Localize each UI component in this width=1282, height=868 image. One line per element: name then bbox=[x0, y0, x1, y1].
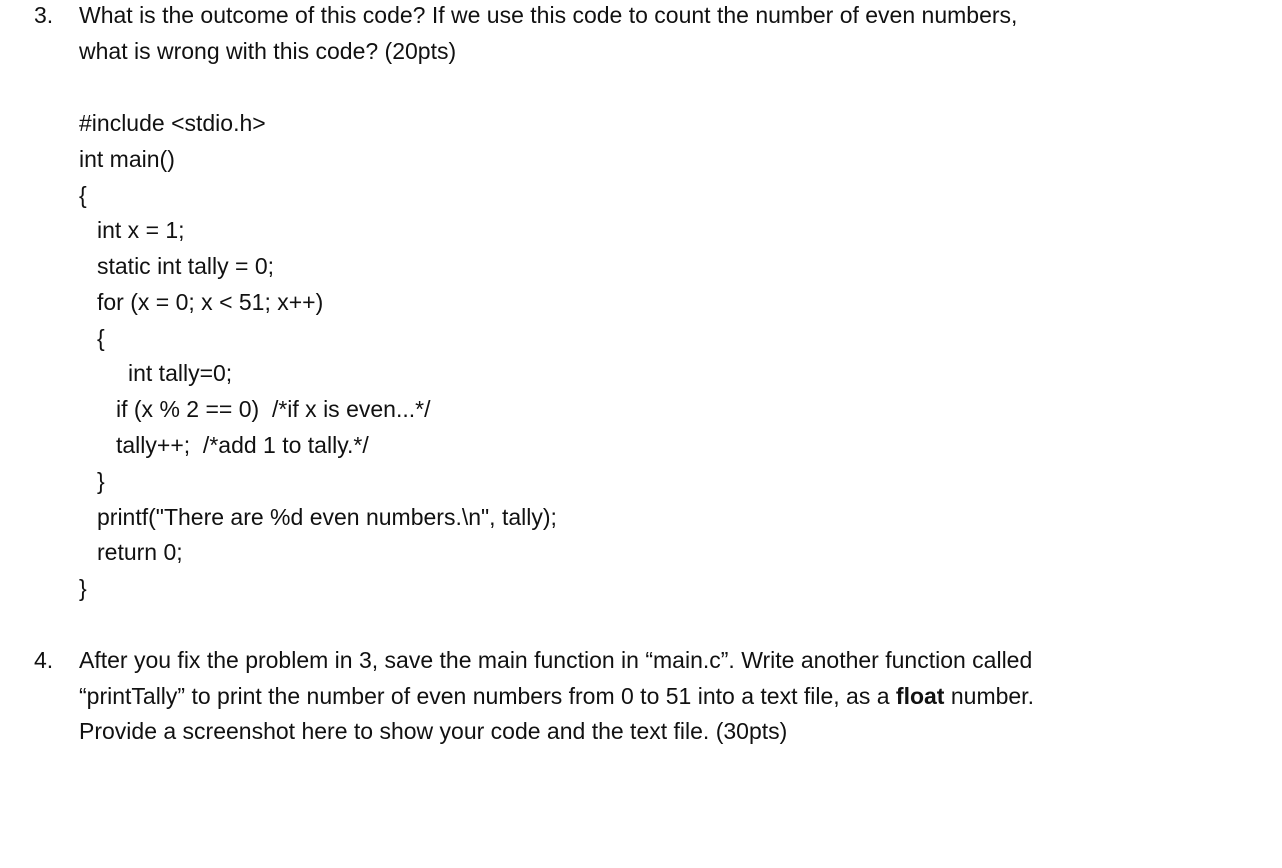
code-loop-close-brace: } bbox=[97, 468, 105, 494]
code-if-statement: if (x % 2 == 0) /*if x is even...*/ bbox=[116, 396, 431, 422]
question-4-line-3: Provide a screenshot here to show your code and the text file. (30pts) bbox=[79, 718, 788, 744]
code-printf: printf("There are %d even numbers.\n", tally); bbox=[97, 504, 557, 530]
code-for-loop: for (x = 0; x < 51; x++) bbox=[97, 289, 324, 315]
code-open-brace: { bbox=[79, 182, 87, 208]
code-main-signature: int main() bbox=[79, 146, 175, 172]
code-loop-open-brace: { bbox=[97, 325, 105, 351]
question-4-number: 4. bbox=[34, 647, 54, 673]
code-close-brace: } bbox=[79, 575, 87, 601]
question-4-line-2 bbox=[79, 681, 1034, 711]
question-4-line-2-text-b: number. bbox=[944, 683, 1034, 709]
question-4-line-1: After you fix the problem in 3, save the main function in “main.c”. Write another function called bbox=[79, 647, 1033, 673]
question-4-float-keyword: float bbox=[895, 683, 945, 709]
code-inner-tally: int tally=0; bbox=[128, 360, 233, 386]
code-return: return 0; bbox=[97, 539, 183, 565]
code-increment: tally++; /*add 1 to tally.*/ bbox=[116, 432, 369, 458]
code-decl-tally: static int tally = 0; bbox=[97, 253, 275, 279]
question-3-number: 3. bbox=[34, 2, 54, 28]
question-3-line-2: what is wrong with this code? (20pts) bbox=[79, 38, 457, 64]
question-4-line-2-text-a: “printTally” to print the number of even numbers from 0 to 51 into a text file, as a bbox=[79, 683, 896, 709]
code-include: #include <stdio.h> bbox=[79, 110, 266, 136]
code-decl-x: int x = 1; bbox=[97, 217, 185, 243]
question-3-line-1: What is the outcome of this code? If we use this code to count the number of even numbers, bbox=[79, 2, 1018, 28]
